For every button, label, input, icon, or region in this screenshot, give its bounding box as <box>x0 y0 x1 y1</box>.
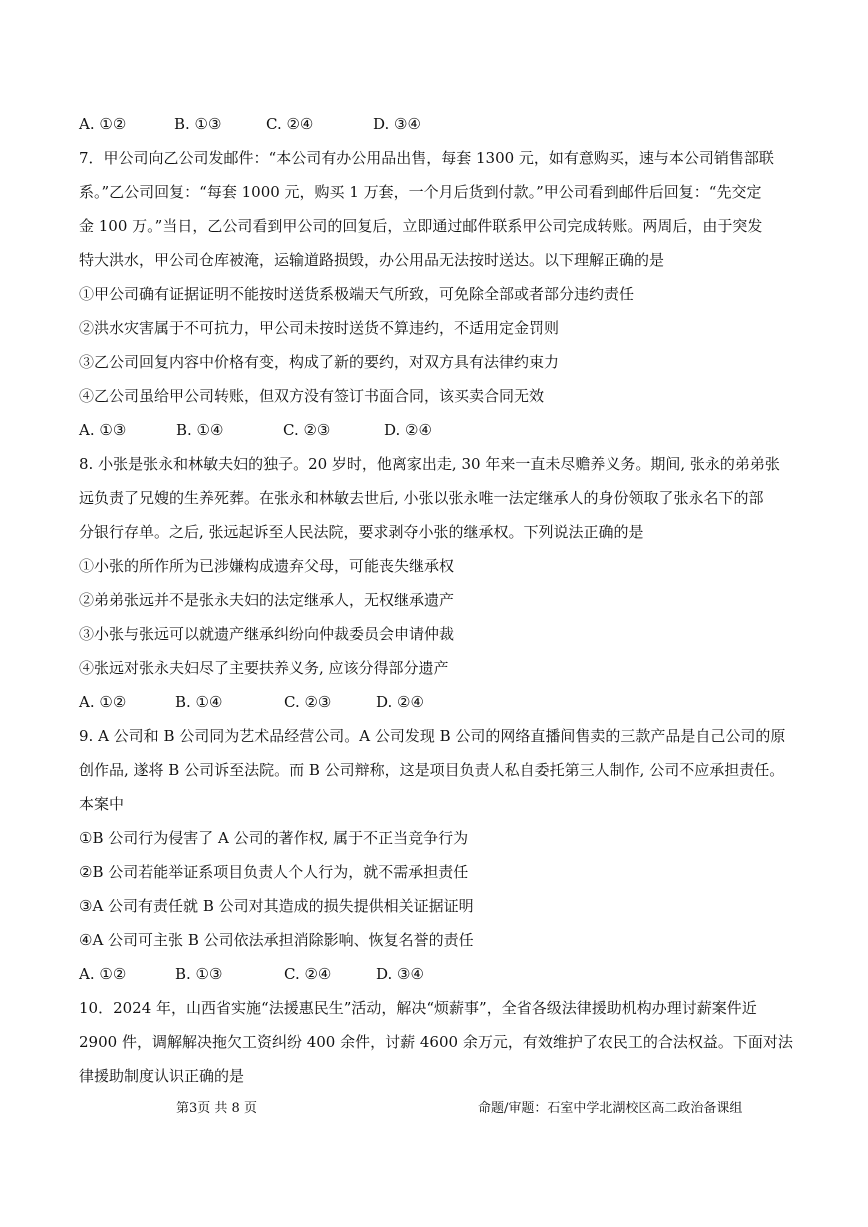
option: A. ①② <box>79 965 127 983</box>
q7-statement: ④乙公司虽给甲公司转账，但双方没有签订书面合同，该买卖合同无效 <box>79 387 545 405</box>
option: C. ②③ <box>283 421 331 439</box>
option: B. ①④ <box>175 693 223 711</box>
author-credit: 命题/审题：石室中学北湖校区高二政治备课组 <box>478 1101 743 1116</box>
q9-statement: ②B 公司若能举证系项目负责人个人行为，就不需承担责任 <box>79 863 469 881</box>
q8-statement: ①小张的所作所为已涉嫌构成遗弃父母，可能丧失继承权 <box>79 557 455 575</box>
q7-statement: ②洪水灾害属于不可抗力，甲公司未按时送货不算违约，不适用定金罚则 <box>79 319 560 337</box>
q8-statement: ③小张与张远可以就遗产继承纠纷向仲裁委员会申请仲裁 <box>79 625 455 643</box>
q8-statement: ④张远对张永夫妇尽了主要扶养义务, 应该分得部分遗产 <box>79 659 449 677</box>
option: B. ①④ <box>176 421 224 439</box>
q8-statement: ②弟弟张远并不是张永夫妇的法定继承人，无权继承遗产 <box>79 591 455 609</box>
q9-stem-line: 9. A 公司和 B 公司同为艺术品经营公司。A 公司发现 B 公司的网络直播间售卖的三款产品是自己公司的原 <box>79 727 786 745</box>
option: B. ①③ <box>174 115 222 133</box>
q9-stem-line: 创作品, 遂将 B 公司诉至法院。而 B 公司辩称，这是项目负责人私自委托第三人制作, 公司不应承担责任。 <box>79 761 785 779</box>
q8-stem-line: 分银行存单。之后, 张远起诉至人民法院，要求剥夺小张的继承权。下列说法正确的是 <box>79 523 644 541</box>
q9-statement: ①B 公司行为侵害了 A 公司的著作权, 属于不正当竞争行为 <box>79 829 469 847</box>
option: A. ①③ <box>79 421 127 439</box>
option: B. ①③ <box>175 965 223 983</box>
q7-statement: ③乙公司回复内容中价格有变，构成了新的要约，对双方具有法律约束力 <box>79 353 560 371</box>
option: D. ②④ <box>384 421 432 439</box>
option: D. ③④ <box>376 965 424 983</box>
q6-options <box>79 114 421 134</box>
q7-stem-line: 金 100 万。”当日，乙公司看到甲公司的回复后，立即通过邮件联系甲公司完成转账。两周后，由于突发 <box>79 217 763 235</box>
q7-stem-line: 系。”乙公司回复：“每套 1000 元，购买 1 万套，一个月后货到付款。”甲公司看到邮件后回复：“先交定 <box>79 183 762 201</box>
option: A. ①② <box>79 115 127 133</box>
option: D. ③④ <box>373 115 421 133</box>
q7-stem-line: 特大洪水，甲公司仓库被淹，运输道路损毁，办公用品无法按时送达。以下理解正确的是 <box>79 251 665 269</box>
q10-stem-line: 2900 件，调解解决拖欠工资纠纷 400 余件，讨薪 4600 余万元，有效维护了农民工的合法权益。下面对法 <box>79 1033 793 1051</box>
q9-options <box>79 964 424 984</box>
option: D. ②④ <box>376 693 424 711</box>
q10-stem-line: 律援助制度认识正确的是 <box>79 1067 245 1085</box>
q9-statement: ③A 公司有责任就 B 公司对其造成的损失提供相关证据证明 <box>79 897 474 915</box>
option: C. ②④ <box>284 965 332 983</box>
q10-stem-line: 10．2024 年，山西省实施“法援惠民生”活动，解决“烦薪事”，全省各级法律援助机构办理讨薪案件近 <box>79 999 757 1017</box>
q7-options <box>79 420 432 440</box>
option: A. ①② <box>79 693 127 711</box>
q8-options <box>79 692 424 712</box>
q9-statement: ④A 公司可主张 B 公司依法承担消除影响、恢复名誉的责任 <box>79 931 474 949</box>
page-number: 第3页 共 8 页 <box>176 1101 257 1116</box>
q7-stem-line: 7．甲公司向乙公司发邮件：“本公司有办公用品出售，每套 1300 元，如有意购买，速与本公司销售部联 <box>79 149 774 167</box>
q8-stem-line: 远负责了兄嫂的生养死葬。在张永和林敏去世后, 小张以张永唯一法定继承人的身份领取了张永名下的部 <box>79 489 764 507</box>
q8-stem-line: 8. 小张是张永和林敏夫妇的独子。20 岁时，他离家出走, 30 年来一直未尽赡养义务。期间, 张永的弟弟张 <box>79 455 780 473</box>
q7-statement: ①甲公司确有证据证明不能按时送货系极端天气所致，可免除全部或者部分违约责任 <box>79 285 635 303</box>
option: C. ②④ <box>266 115 314 133</box>
q9-stem-line: 本案中 <box>79 795 125 813</box>
option: C. ②③ <box>284 693 332 711</box>
